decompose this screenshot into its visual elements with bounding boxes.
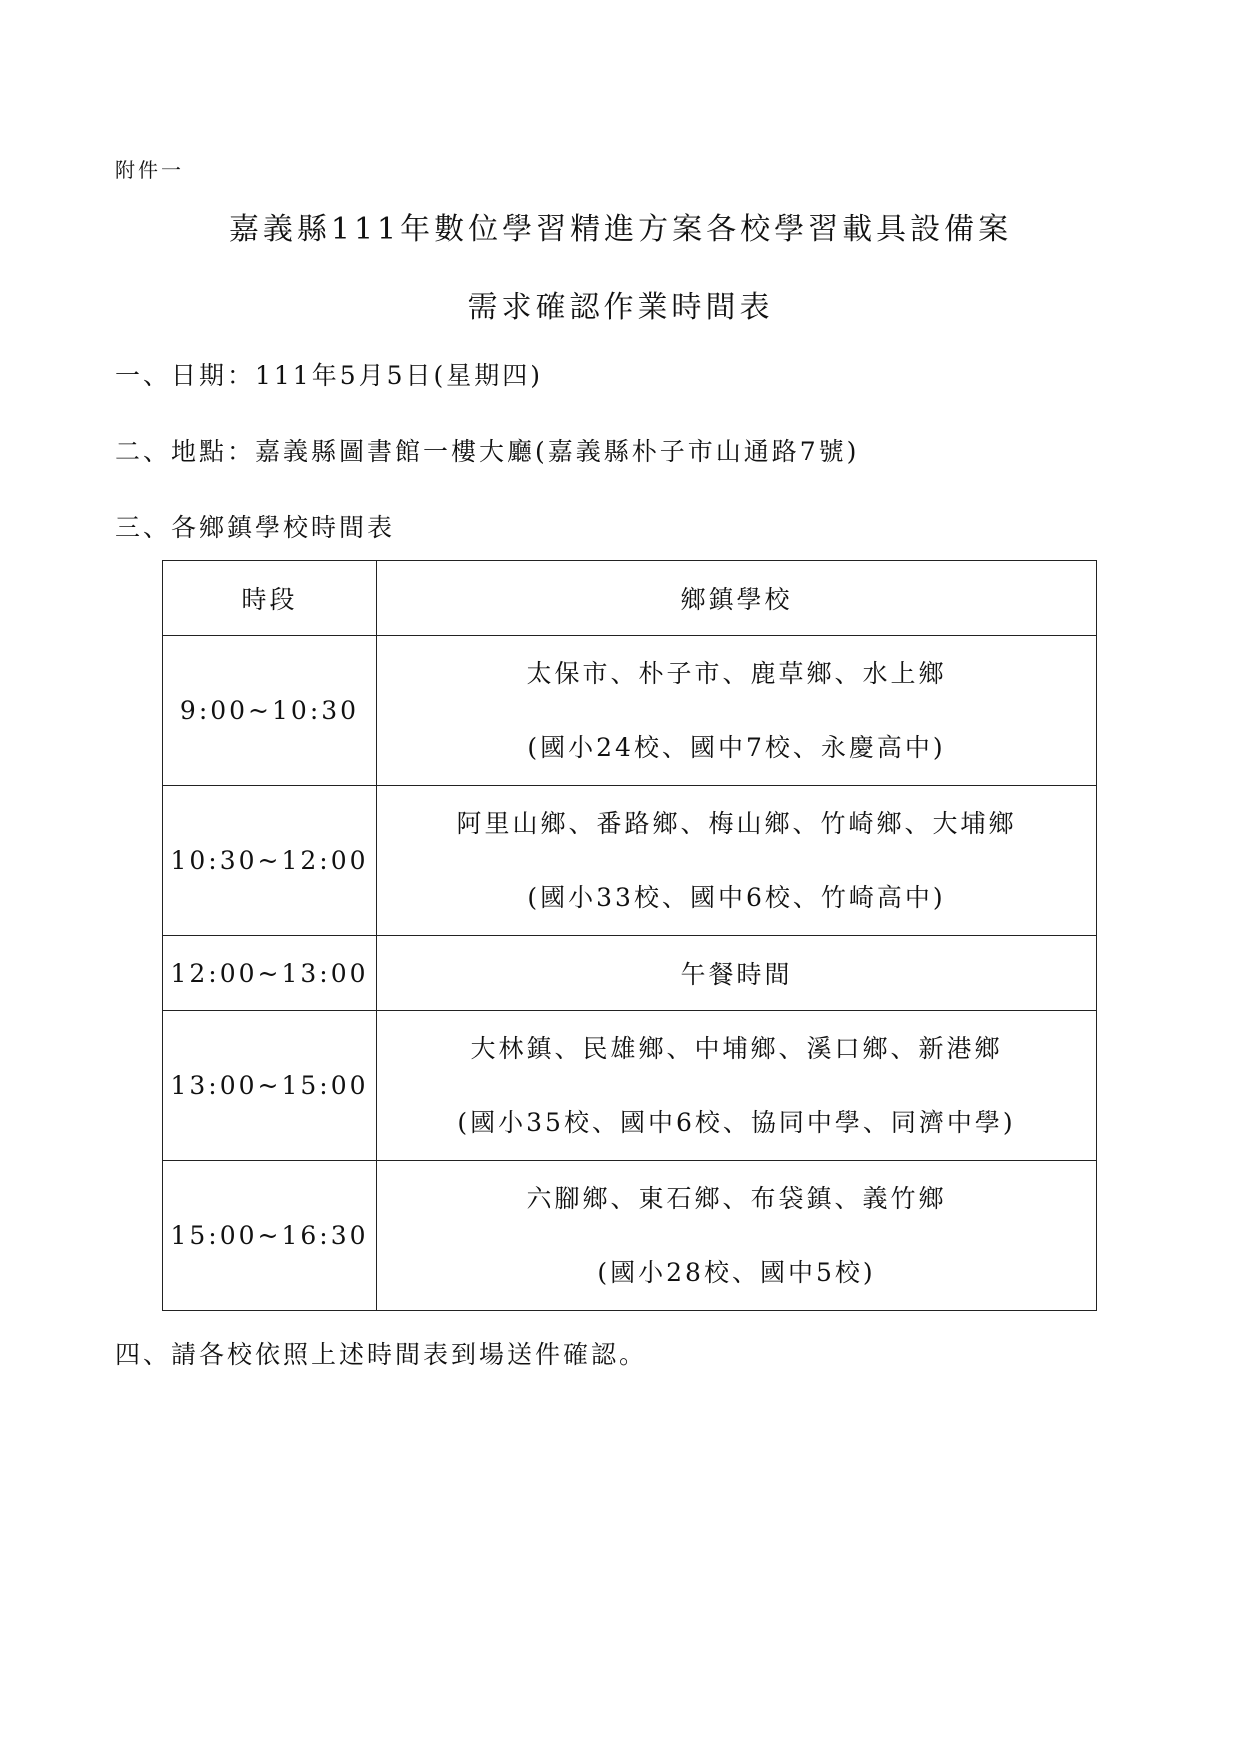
instruction-item: 四、請各校依照上述時間表到場送件確認。 xyxy=(115,1340,648,1369)
town-schools-cell xyxy=(377,1161,1097,1311)
table-row xyxy=(163,936,1097,1011)
towns-text: 大林鎮、民雄鄉、中埔鄉、溪口鄉、新港鄉 xyxy=(470,1033,1003,1063)
school-count-text: (國小24校、國中7校、永慶高中) xyxy=(527,732,946,762)
header-town-schools: 鄉鎮學校 xyxy=(377,561,1097,636)
time-slot-cell: 15:00~16:30 xyxy=(163,1161,377,1311)
table-header-row xyxy=(163,561,1097,636)
location-item: 二、地點：嘉義縣圖書館一樓大廳(嘉義縣朴子市山通路7號) xyxy=(115,437,860,466)
time-slot-cell: 9:00~10:30 xyxy=(163,636,377,786)
school-count-text: (國小28校、國中5校) xyxy=(597,1257,876,1287)
date-item: 一、日期：111年5月5日(星期四) xyxy=(115,361,544,390)
attachment-label: 附件一 xyxy=(115,158,184,182)
header-time-slot: 時段 xyxy=(163,561,377,636)
schedule-table xyxy=(162,560,1097,1311)
table-row xyxy=(163,786,1097,936)
time-slot-cell: 12:00~13:00 xyxy=(163,936,377,1011)
time-slot-cell: 10:30~12:00 xyxy=(163,786,377,936)
time-slot-cell: 13:00~15:00 xyxy=(163,1011,377,1161)
town-schools-cell xyxy=(377,636,1097,786)
document-subtitle: 需求確認作業時間表 xyxy=(467,290,774,325)
document-title: 嘉義縣111年數位學習精進方案各校學習載具設備案 xyxy=(228,212,1013,247)
table-row xyxy=(163,1161,1097,1311)
towns-text: 太保市、朴子市、鹿草鄉、水上鄉 xyxy=(526,658,947,688)
town-schools-cell xyxy=(377,786,1097,936)
school-count-text: (國小33校、國中6校、竹崎高中) xyxy=(527,882,946,912)
towns-text: 阿里山鄉、番路鄉、梅山鄉、竹崎鄉、大埔鄉 xyxy=(456,808,1017,838)
table-row xyxy=(163,1011,1097,1161)
towns-text: 六腳鄉、東石鄉、布袋鎮、義竹鄉 xyxy=(526,1183,947,1213)
school-count-text: (國小35校、國中6校、協同中學、同濟中學) xyxy=(457,1107,1016,1137)
table-row xyxy=(163,636,1097,786)
lunch-cell: 午餐時間 xyxy=(377,936,1097,1011)
town-schools-cell xyxy=(377,1011,1097,1161)
schedule-heading: 三、各鄉鎮學校時間表 xyxy=(115,513,396,542)
